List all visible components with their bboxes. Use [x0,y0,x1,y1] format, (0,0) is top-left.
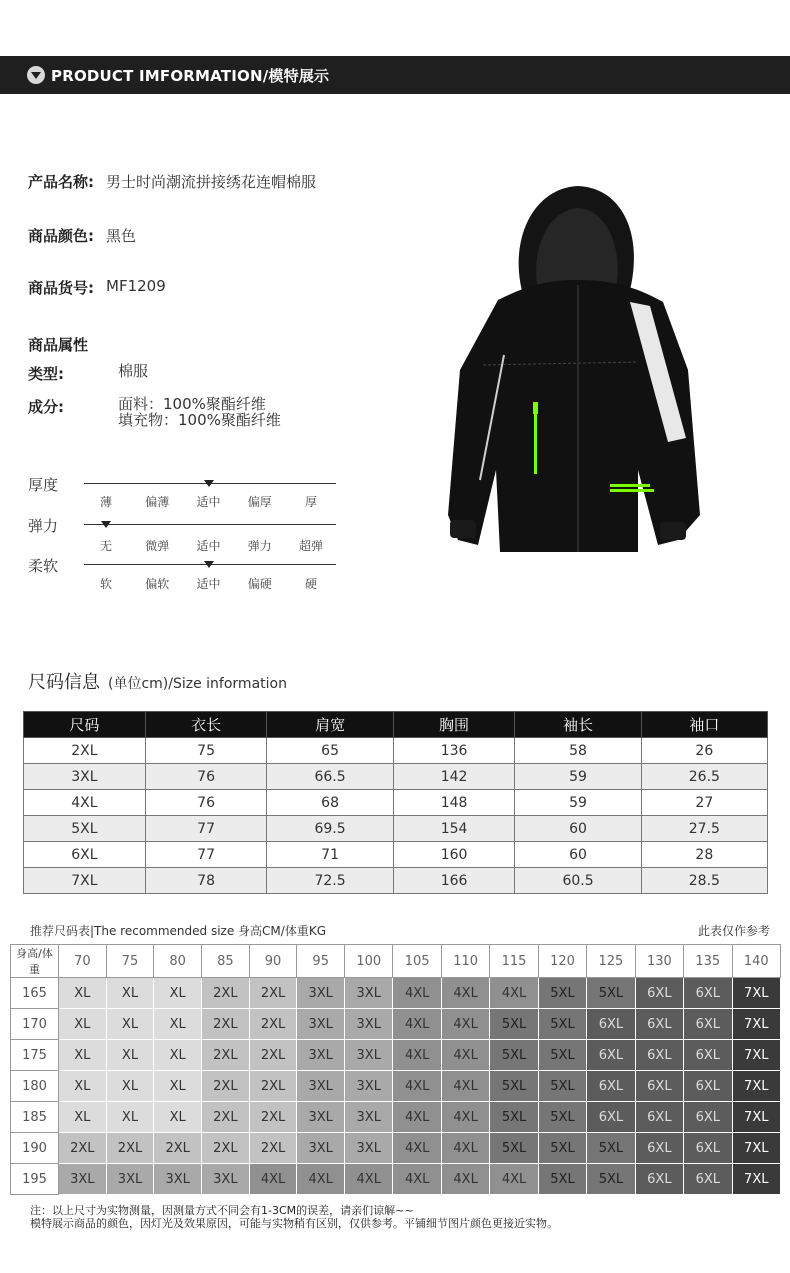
size-cell: XL [154,1071,202,1102]
weight-header: 100 [345,945,393,978]
scale-option: 偏软 [145,577,170,591]
size-cell: 4XL [441,1164,489,1195]
size-cell: XL [59,1009,107,1040]
size-cell: 7XL [732,1164,780,1195]
size-cell: 4XL [393,1040,441,1071]
scale-label: 弹力 [28,517,59,535]
size-cell: 2XL [202,1102,250,1133]
scale-line [84,524,336,525]
size-cell: 4XL [441,1009,489,1040]
height-header: 175 [11,1040,59,1071]
scale-option: 硬 [304,577,317,591]
size-table-header-row [24,712,768,738]
size-info-title: 尺码信息 [28,672,100,693]
size-cell: XL [59,1102,107,1133]
height-header: 185 [11,1102,59,1133]
size-cell: 2XL [202,1009,250,1040]
composition-fabric: 面料：100%聚酯纤维 [118,395,266,413]
size-cell: XL [154,1040,202,1071]
size-cell: 4XL [393,1009,441,1040]
table-row [11,1102,781,1133]
size-cell: 4XL [441,1040,489,1071]
weight-header: 140 [732,945,780,978]
size-cell: 3XL [202,1164,250,1195]
scale-options [86,493,331,510]
size-cell: 3XL [59,1164,107,1195]
recommend-note: 此表仅作参考 [697,924,770,938]
chevron-down-icon [27,66,45,84]
table-row [11,978,781,1009]
size-cell: 2XL [202,978,250,1009]
table-cell: 27 [641,790,767,816]
table-cell: 142 [393,764,515,790]
size-cell: 3XL [345,1133,393,1164]
size-cell: 4XL [393,1102,441,1133]
table-cell: 66.5 [267,764,393,790]
composition-filling: 填充物：100%聚酯纤维 [118,411,281,429]
table-cell: 59 [515,764,641,790]
scale-option: 厚 [304,495,317,509]
table-cell: 3XL [24,764,146,790]
weight-header: 85 [202,945,250,978]
table-cell: 69.5 [267,816,393,842]
size-cell: 6XL [684,1133,732,1164]
product-name-row [28,171,316,192]
size-cell: 5XL [587,1133,635,1164]
size-cell: 6XL [635,1133,683,1164]
size-cell: 7XL [732,1040,780,1071]
weight-header: 135 [684,945,732,978]
size-cell: 3XL [297,1071,345,1102]
recommend-corner-label: 身高/体重 [11,945,59,978]
size-cell: 5XL [490,1071,538,1102]
table-cell: 77 [145,816,267,842]
scale-label: 柔软 [28,557,59,575]
table-cell: 160 [393,842,515,868]
size-cell: 5XL [490,1009,538,1040]
size-cell: 3XL [297,1009,345,1040]
size-cell: 6XL [684,1009,732,1040]
recommend-title: 推荐尺码表|The recommended size 身高CM/体重KG [30,924,326,938]
table-row [24,764,768,790]
product-jacket-image [438,180,718,560]
table-cell: 78 [145,868,267,894]
size-cell: 6XL [587,1040,635,1071]
size-cell: 3XL [345,1009,393,1040]
size-cell: XL [106,1071,154,1102]
table-cell: 6XL [24,842,146,868]
scale-option: 适中 [196,495,221,509]
size-cell: 4XL [345,1164,393,1195]
size-cell: XL [106,1102,154,1133]
height-header: 190 [11,1133,59,1164]
size-cell: 7XL [732,1071,780,1102]
table-cell: 28 [641,842,767,868]
size-cell: 4XL [393,1133,441,1164]
size-cell: 2XL [154,1133,202,1164]
size-cell: 5XL [490,1040,538,1071]
weight-header: 110 [441,945,489,978]
size-cell: 6XL [684,1102,732,1133]
size-cell: XL [59,978,107,1009]
table-cell: 60 [515,842,641,868]
product-sku-value: MF1209 [106,277,166,295]
size-cell: 5XL [538,978,586,1009]
size-cell: 4XL [441,1102,489,1133]
size-cell: 7XL [732,978,780,1009]
scale-option: 弹力 [247,539,272,553]
size-table [23,711,768,894]
table-cell: 77 [145,842,267,868]
table-cell: 58 [515,738,641,764]
size-cell: 6XL [635,1040,683,1071]
table-cell: 136 [393,738,515,764]
table-cell: 72.5 [267,868,393,894]
size-cell: XL [106,1040,154,1071]
scale-options [86,575,331,592]
size-cell: 3XL [345,1040,393,1071]
size-cell: 3XL [345,1102,393,1133]
weight-header: 115 [490,945,538,978]
table-cell: 26 [641,738,767,764]
size-cell: 3XL [297,1133,345,1164]
size-cell: XL [106,1009,154,1040]
size-cell: 4XL [441,1071,489,1102]
table-row [11,1009,781,1040]
size-cell: 6XL [635,1009,683,1040]
size-cell: 4XL [490,1164,538,1195]
weight-header: 95 [297,945,345,978]
footnote [30,1204,558,1230]
size-cell: 2XL [202,1071,250,1102]
table-row [24,816,768,842]
table-cell: 7XL [24,868,146,894]
size-cell: XL [154,978,202,1009]
scale-option: 适中 [196,539,221,553]
size-cell: XL [154,1102,202,1133]
size-cell: 6XL [684,1071,732,1102]
size-cell: 3XL [106,1164,154,1195]
table-cell: 148 [393,790,515,816]
size-cell: 2XL [249,1071,297,1102]
weight-header: 80 [154,945,202,978]
size-cell: 4XL [393,1071,441,1102]
column-header: 肩宽 [267,712,393,738]
product-sku-label: 商品货号: [28,279,94,297]
size-cell: XL [154,1009,202,1040]
size-cell: 5XL [538,1133,586,1164]
scale-option: 偏厚 [247,495,272,509]
weight-header: 75 [106,945,154,978]
size-cell: 5XL [490,1133,538,1164]
scale-marker-icon [204,561,214,568]
size-cell: 5XL [538,1009,586,1040]
scale-option: 偏薄 [145,495,170,509]
type-row [28,363,148,384]
size-cell: 5XL [490,1102,538,1133]
scale-option: 无 [99,539,112,553]
weight-header: 90 [249,945,297,978]
table-cell: 60 [515,816,641,842]
table-cell: 59 [515,790,641,816]
table-cell: 5XL [24,816,146,842]
size-cell: 4XL [490,978,538,1009]
size-cell: 7XL [732,1133,780,1164]
table-cell: 4XL [24,790,146,816]
size-cell: 6XL [684,978,732,1009]
table-cell: 2XL [24,738,146,764]
size-cell: 6XL [684,1164,732,1195]
composition-label: 成分: [28,398,64,416]
scale-marker-icon [204,480,214,487]
size-cell: 6XL [684,1040,732,1071]
size-cell: 6XL [635,978,683,1009]
composition-value [118,396,281,428]
recommend-header-row [11,945,781,978]
weight-header: 70 [59,945,107,978]
size-cell: 3XL [297,978,345,1009]
table-row [11,1071,781,1102]
size-cell: 2XL [249,978,297,1009]
scale-option: 薄 [99,495,112,509]
size-cell: 5XL [538,1040,586,1071]
size-cell: 7XL [732,1009,780,1040]
size-cell: 6XL [587,1102,635,1133]
column-header: 胸围 [393,712,515,738]
table-cell: 76 [145,764,267,790]
table-row [24,790,768,816]
table-cell: 60.5 [515,868,641,894]
size-cell: 3XL [154,1164,202,1195]
size-cell: XL [59,1071,107,1102]
composition-row [28,396,281,428]
size-cell: 5XL [538,1071,586,1102]
table-cell: 166 [393,868,515,894]
footnote-line: 注：以上尺寸为实物测量，因测量方式不同会有1-3CM的误差，请亲们谅解~~ [30,1204,414,1217]
type-value: 棉服 [118,362,149,380]
product-color-value: 黑色 [106,227,137,245]
size-cell: XL [106,978,154,1009]
product-color-row [28,225,136,246]
product-sku-row [28,277,166,298]
size-cell: 6XL [635,1164,683,1195]
size-cell: 2XL [249,1009,297,1040]
table-row [11,1040,781,1071]
size-cell: 6XL [587,1071,635,1102]
scale-option: 微弹 [145,539,170,553]
scale-option: 适中 [196,577,221,591]
size-cell: 2XL [59,1133,107,1164]
section-header-bar [0,56,790,94]
height-header: 180 [11,1071,59,1102]
size-cell: 2XL [202,1040,250,1071]
size-cell: 2XL [106,1133,154,1164]
table-cell: 26.5 [641,764,767,790]
height-header: 195 [11,1164,59,1195]
size-cell: 5XL [587,1164,635,1195]
size-cell: 4XL [297,1164,345,1195]
size-cell: 2XL [202,1133,250,1164]
size-cell: XL [59,1040,107,1071]
table-row [11,1164,781,1195]
scale-option: 软 [99,577,112,591]
height-header: 170 [11,1009,59,1040]
height-header: 165 [11,978,59,1009]
weight-header: 125 [587,945,635,978]
weight-header: 105 [393,945,441,978]
size-cell: 3XL [297,1040,345,1071]
size-cell: 4XL [249,1164,297,1195]
table-cell: 71 [267,842,393,868]
table-row [11,1133,781,1164]
size-cell: 5XL [538,1102,586,1133]
size-cell: 4XL [393,1164,441,1195]
weight-header: 130 [635,945,683,978]
table-cell: 154 [393,816,515,842]
size-cell: 3XL [345,978,393,1009]
product-color-label: 商品颜色: [28,227,94,245]
table-cell: 75 [145,738,267,764]
column-header: 袖口 [641,712,767,738]
scale-options [86,537,331,554]
size-cell: 6XL [635,1102,683,1133]
size-cell: 4XL [393,978,441,1009]
footnote-line: 模特展示商品的颜色，因灯光及效果原因，可能与实物稍有区别，仅供参考。平铺细节图片颜色更接近实物。 [30,1217,558,1230]
size-cell: 3XL [345,1071,393,1102]
size-info-heading [28,668,287,694]
scale-option: 偏硬 [247,577,272,591]
size-cell: 4XL [441,978,489,1009]
table-row [24,842,768,868]
section-title: PRODUCT IMFORMATION/模特展示 [51,66,330,85]
size-cell: 2XL [249,1133,297,1164]
size-cell: 6XL [587,1009,635,1040]
table-row [24,738,768,764]
table-cell: 65 [267,738,393,764]
recommend-size-table [10,944,781,1195]
table-cell: 28.5 [641,868,767,894]
type-label: 类型: [28,365,64,383]
column-header: 衣长 [145,712,267,738]
scale-label: 厚度 [28,476,59,494]
scale-marker-icon [101,521,111,528]
table-cell: 68 [267,790,393,816]
size-cell: 2XL [249,1040,297,1071]
scale-option: 超弹 [298,539,323,553]
table-cell: 27.5 [641,816,767,842]
column-header: 尺码 [24,712,146,738]
size-cell: 5XL [587,978,635,1009]
product-name-label: 产品名称: [28,173,94,191]
attributes-title: 商品属性 [28,336,89,354]
size-cell: 6XL [635,1071,683,1102]
column-header: 袖长 [515,712,641,738]
size-cell: 7XL [732,1102,780,1133]
weight-header: 120 [538,945,586,978]
size-cell: 4XL [441,1133,489,1164]
size-info-subtitle: (单位cm)/Size information [108,676,287,692]
table-row [24,868,768,894]
product-name-value: 男士时尚潮流拼接绣花连帽棉服 [106,173,317,191]
size-cell: 5XL [538,1164,586,1195]
size-cell: 2XL [249,1102,297,1133]
size-cell: 3XL [297,1102,345,1133]
table-cell: 76 [145,790,267,816]
